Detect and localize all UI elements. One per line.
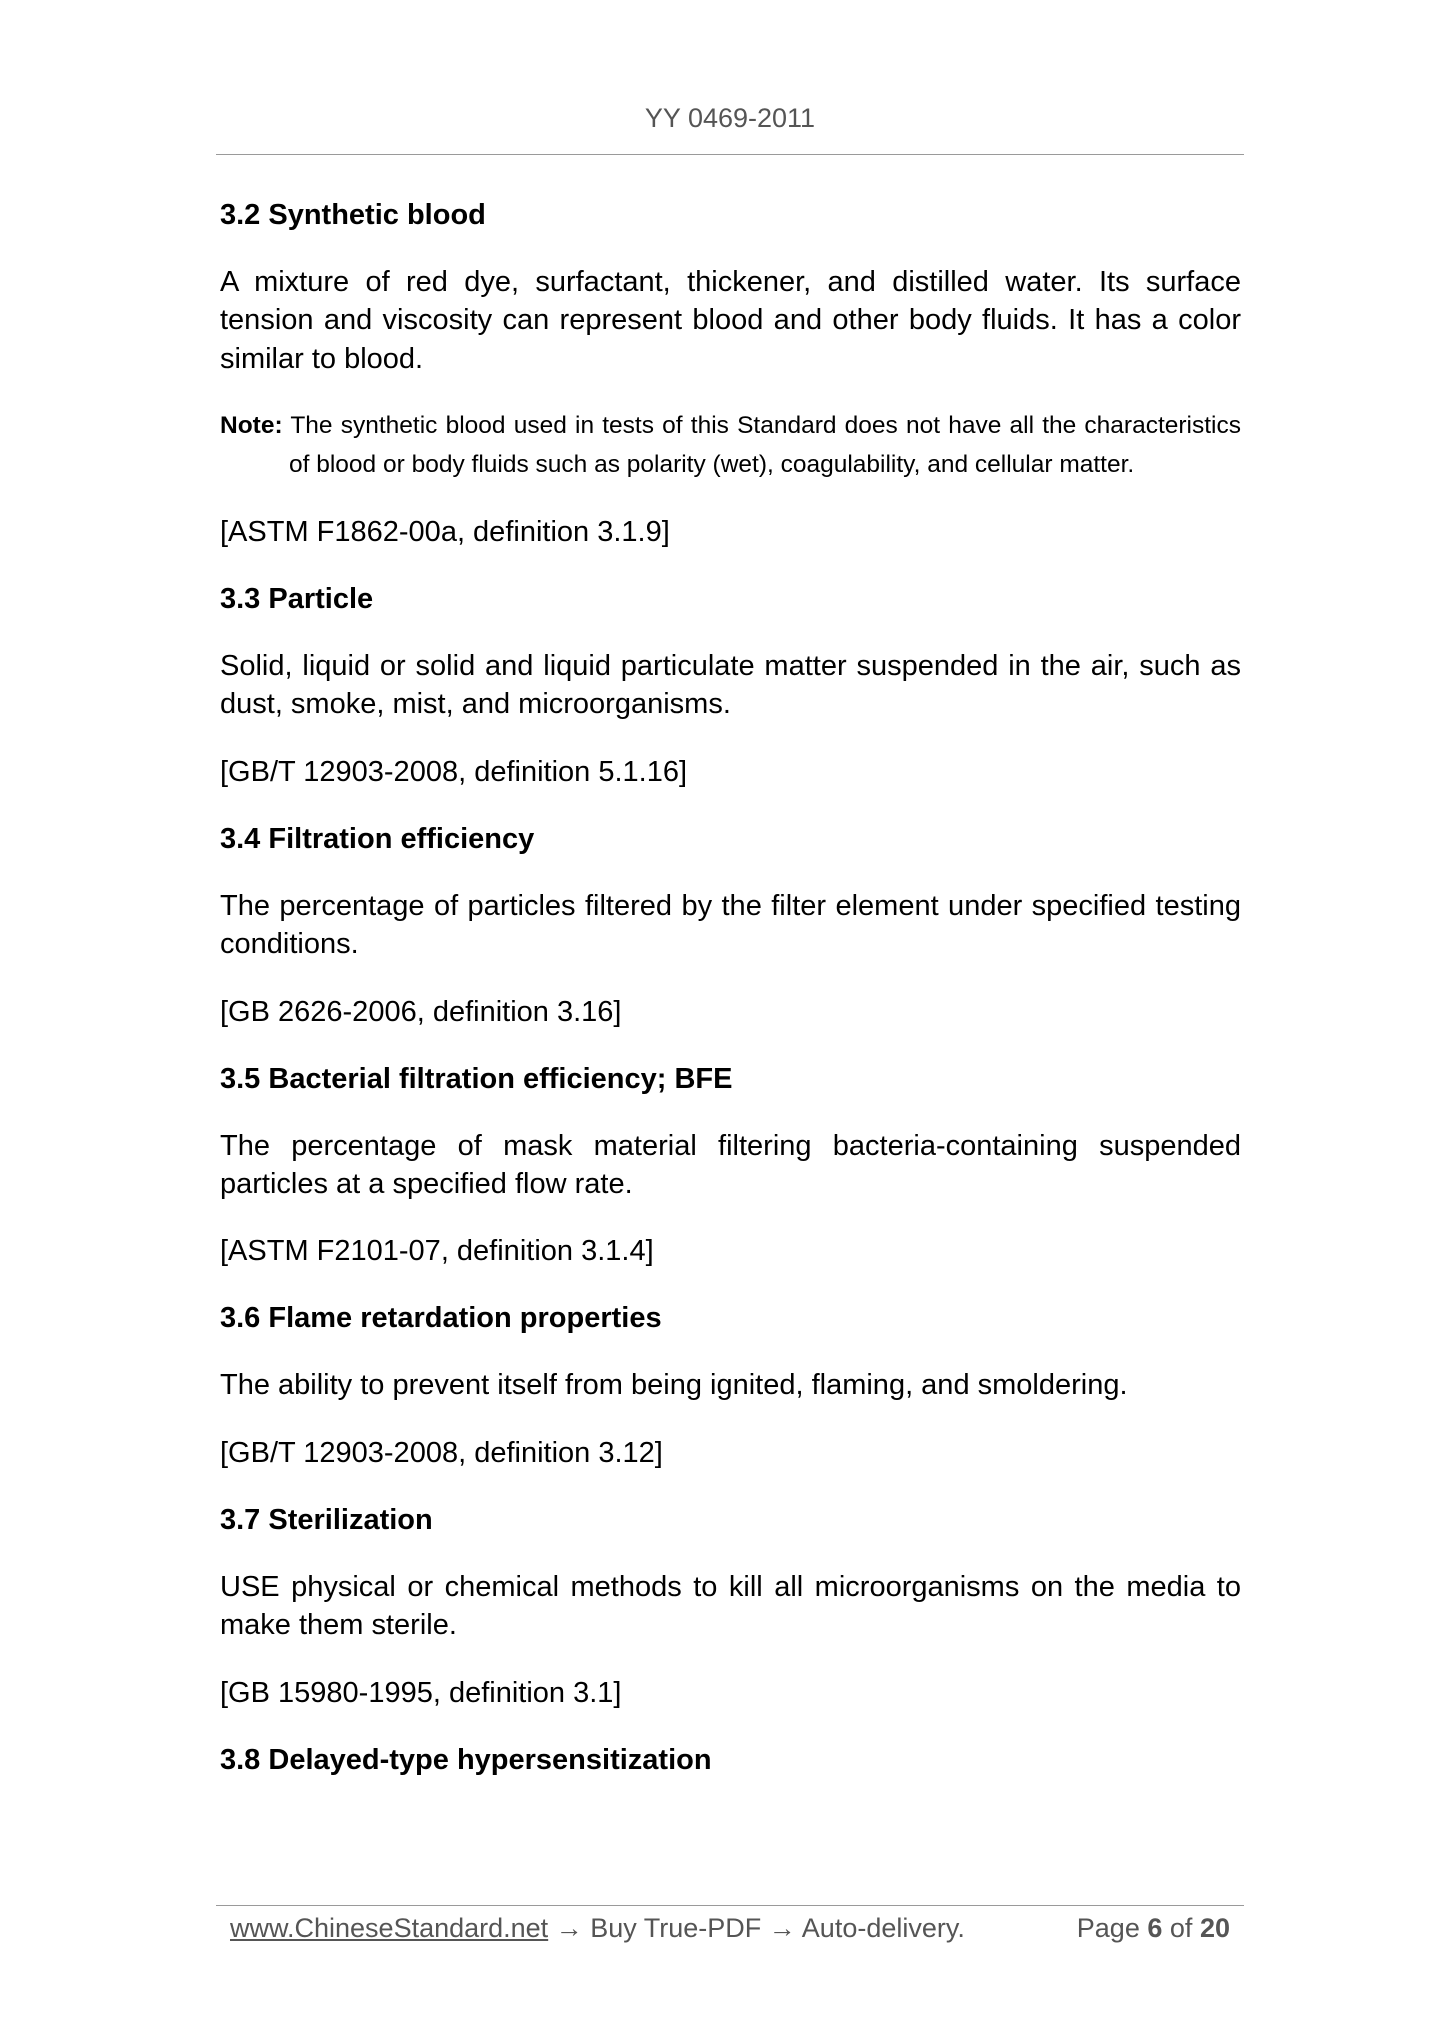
section-reference-3-7: [GB 15980-1995, definition 3.1] <box>220 1676 622 1709</box>
section-reference-3-6: [GB/T 12903-2008, definition 3.12] <box>220 1436 663 1469</box>
page-total: 20 <box>1199 1913 1230 1943</box>
footer-divider <box>216 1905 1244 1906</box>
section-body-3-6: The ability to prevent itself from being ignited, flaming, and smoldering. <box>220 1369 1128 1402</box>
section-reference-3-3: [GB/T 12903-2008, definition 5.1.16] <box>220 755 688 788</box>
arrow-right-icon: → <box>768 1913 796 1943</box>
buy-true-pdf-text: Buy True-PDF <box>590 1913 762 1943</box>
section-heading-3-4: 3.4 Filtration efficiency <box>220 822 535 855</box>
note-block <box>220 407 1241 484</box>
section-heading-3-6: 3.6 Flame retardation properties <box>220 1302 662 1335</box>
section-body-3-7: USE physical or chemical methods to kill all microorganisms on the media to make them sterile. <box>220 1570 1241 1642</box>
document-id-header: YY 0469-2011 <box>644 103 816 133</box>
section-body-3-3: Solid, liquid or solid and liquid particulate matter suspended in the air, such as dust, smoke, mist, and microorganisms. <box>220 650 1241 721</box>
section-heading-3-7: 3.7 Sterilization <box>220 1503 433 1536</box>
header-divider <box>216 154 1244 155</box>
page-number: 6 <box>1147 1913 1163 1943</box>
section-heading-3-8: 3.8 Delayed-type hypersensitization <box>220 1743 712 1776</box>
auto-delivery-text: Auto-delivery. <box>801 1913 965 1943</box>
page-indicator <box>1077 1910 1230 1946</box>
note-text: The synthetic blood used in tests of this Standard does not have all the characteristics of blood or body fluids such as polarity (wet), coagulability, and cellular matter. <box>289 412 1241 478</box>
page-word: Page <box>1076 1913 1140 1943</box>
section-heading-3-2: 3.2 Synthetic blood <box>220 199 486 231</box>
site-link[interactable]: www.ChineseStandard.net <box>230 1913 549 1943</box>
section-body-3-5: The percentage of mask material filtering bacteria-containing suspended particles at a specified flow rate. <box>220 1129 1241 1201</box>
document-body <box>220 196 1241 1808</box>
section-reference-3-2: [ASTM F1862-00a, definition 3.1.9] <box>220 516 670 549</box>
page-footer <box>230 1910 1230 1946</box>
section-reference-3-5: [ASTM F2101-07, definition 3.1.4] <box>220 1235 654 1268</box>
note-label: Note: <box>220 412 283 440</box>
section-body-3-2: A mixture of red dye, surfactant, thickener, and distilled water. Its surface tension and viscosity can represent blood and other body fluids. It has a color similar to blood. <box>220 266 1241 375</box>
section-heading-3-5: 3.5 Bacterial filtration efficiency; BFE <box>220 1062 733 1095</box>
arrow-right-icon: → <box>555 1913 583 1943</box>
section-heading-3-3: 3.3 Particle <box>220 583 374 616</box>
section-reference-3-4: [GB 2626-2006, definition 3.16] <box>220 995 622 1028</box>
section-body-3-4: The percentage of particles filtered by the filter element under specified testing conditions. <box>220 889 1241 961</box>
of-word: of <box>1169 1913 1193 1943</box>
